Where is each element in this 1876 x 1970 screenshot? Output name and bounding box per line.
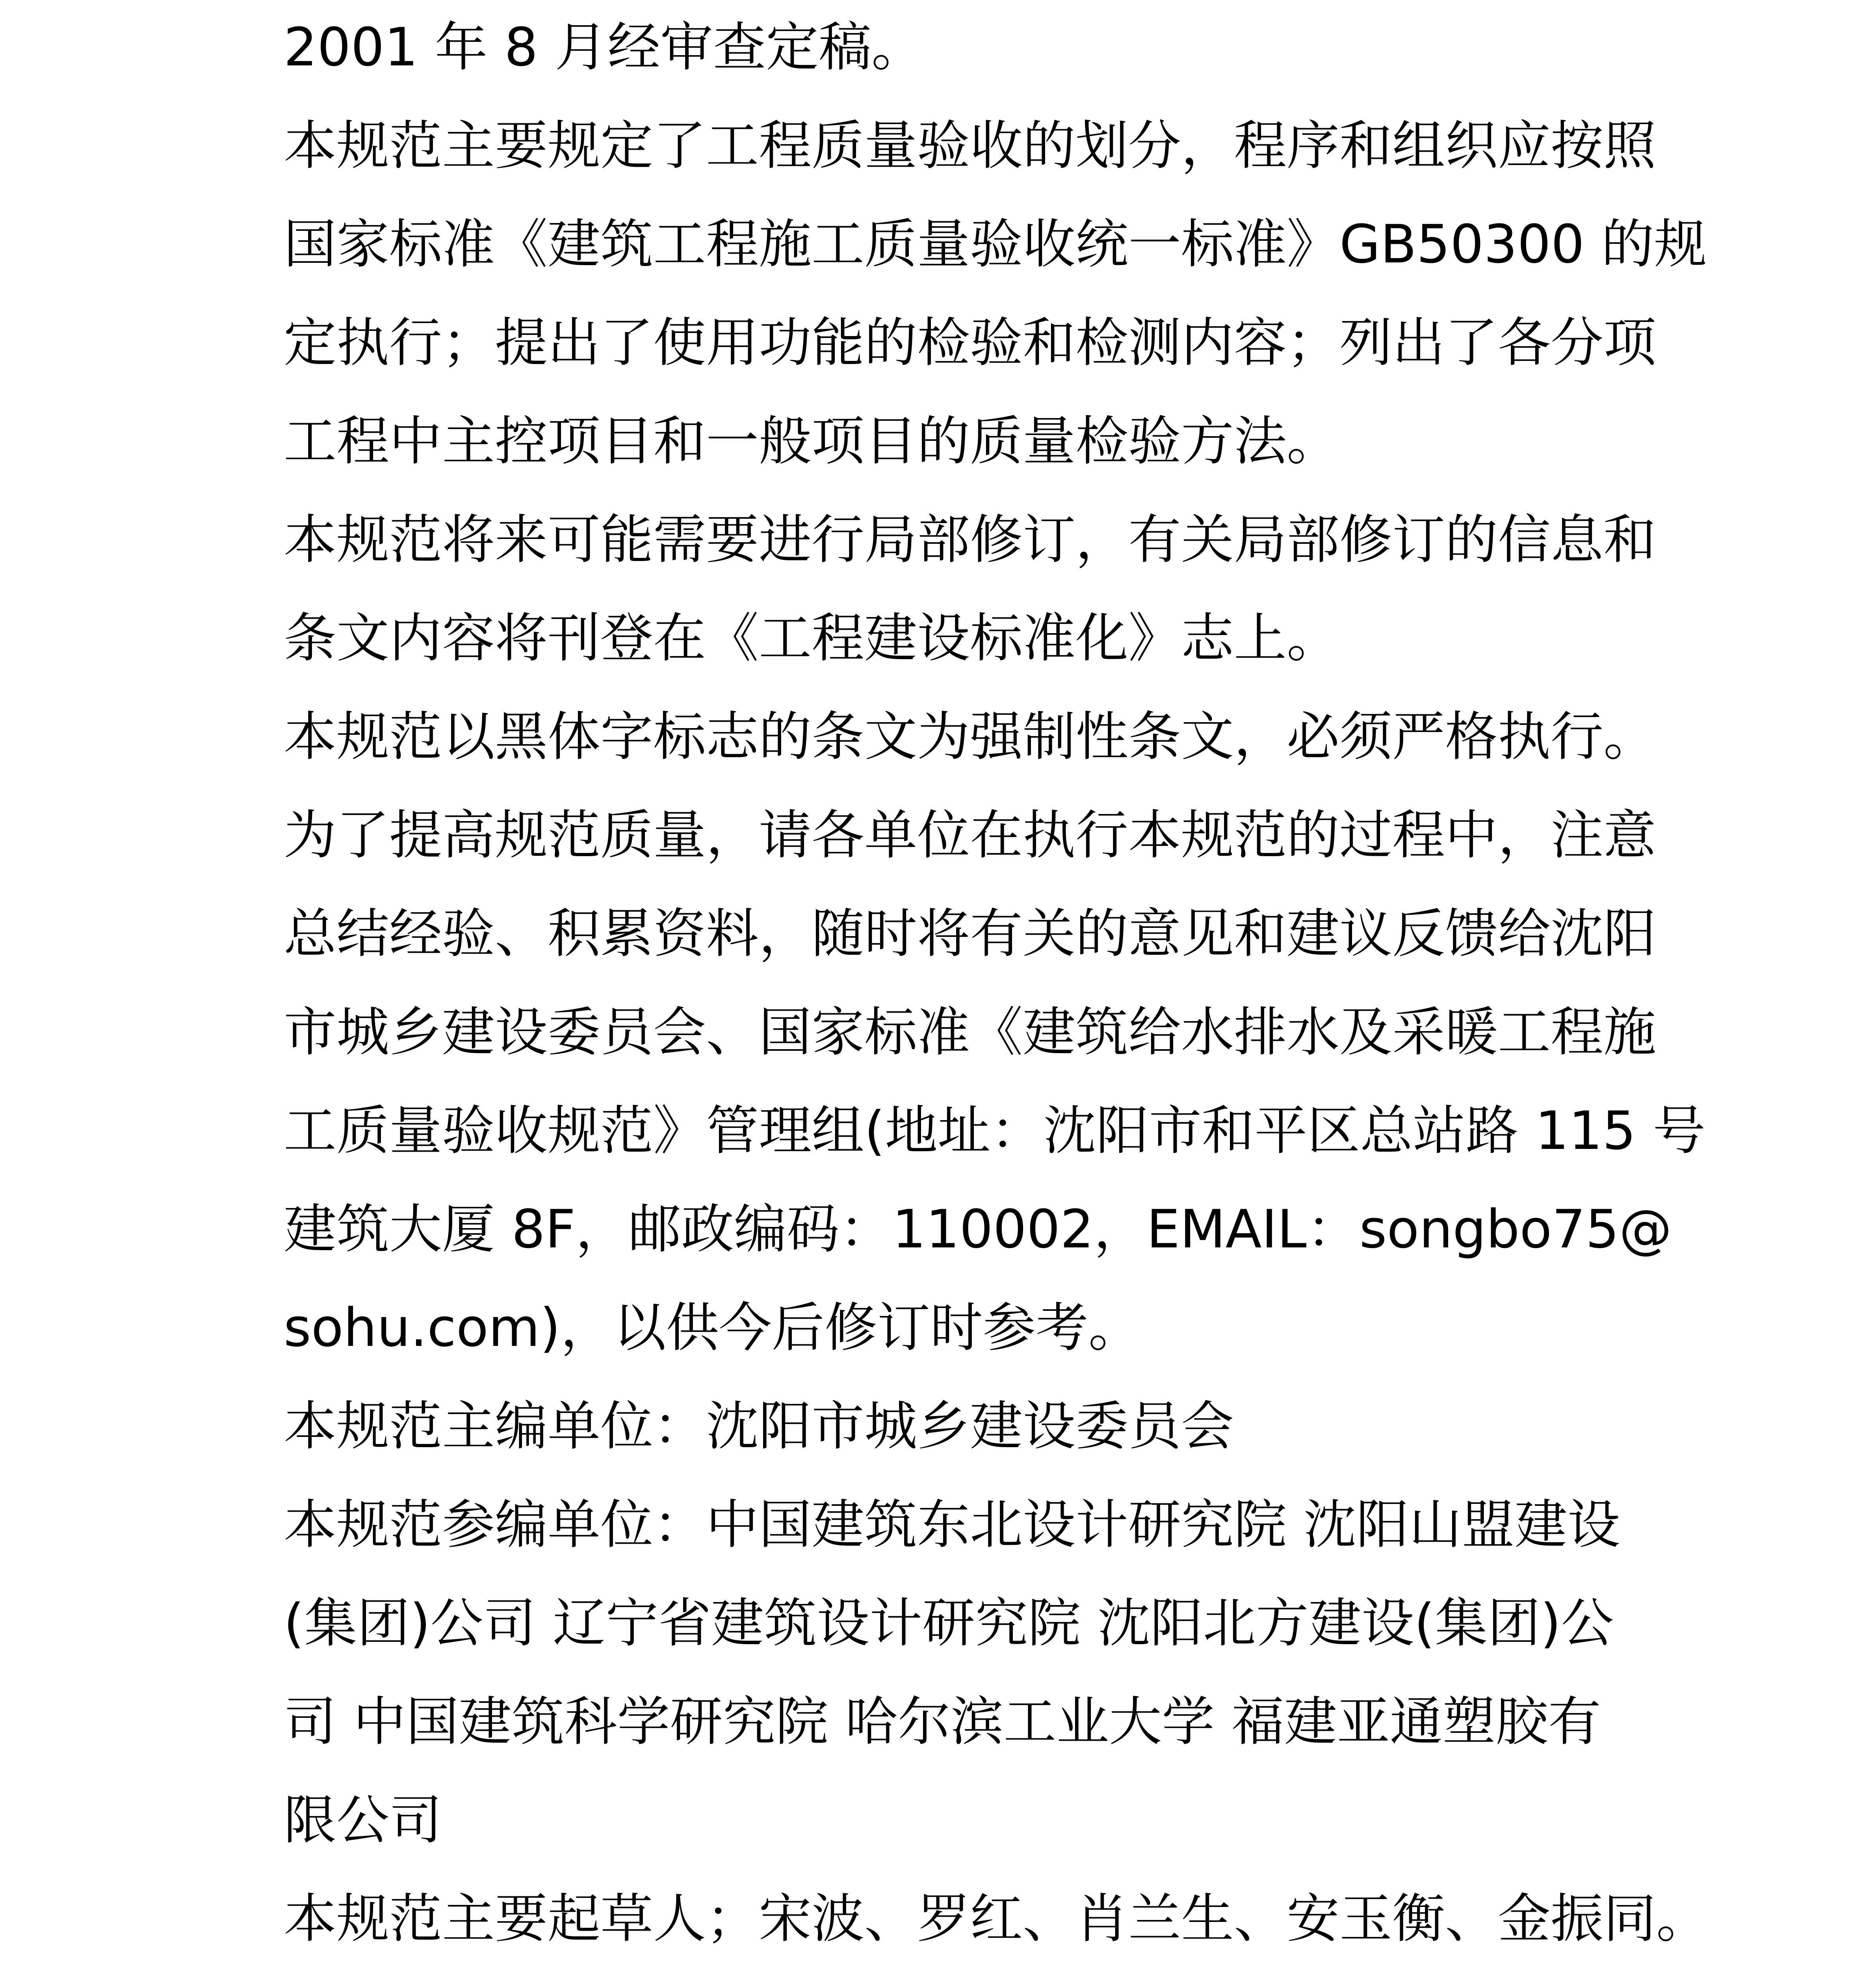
text-line: 条文内容将刊登在《工程建设标准化》志上。 [284, 608, 1340, 669]
text-line: (集团)公司 辽宁省建筑设计研究院 沈阳北方建设(集团)公 [284, 1593, 1614, 1654]
text-line: 本规范主编单位：沈阳市城乡建设委员会 [284, 1396, 1234, 1457]
text-line: 本规范主要规定了工程质量验收的划分，程序和组织应按照 [284, 115, 1657, 177]
text-line: 司 中国建筑科学研究院 哈尔滨工业大学 福建亚通塑胶有 [284, 1691, 1601, 1753]
text-line: 工质量验收规范》管理组(地址：沈阳市和平区总站路 115 号 [284, 1100, 1706, 1162]
text-line: 工程中主控项目和一般项目的质量检验方法。 [284, 411, 1340, 472]
text-line: 本规范以黑体字标志的条文为强制性条文，必须严格执行。 [284, 706, 1657, 768]
text-line: 2001 年 8 月经审查定稿。 [284, 17, 925, 78]
text-line: 本规范参编单位：中国建筑东北设计研究院 沈阳山盟建设 [284, 1494, 1620, 1556]
text-line: 市城乡建设委员会、国家标准《建筑给水排水及采暖工程施 [284, 1002, 1657, 1063]
text-line: 建筑大厦 8F，邮政编码：110002，EMAIL：songbo75@ [284, 1199, 1672, 1260]
text-line: 本规范将来可能需要进行局部修订，有关局部修订的信息和 [284, 509, 1657, 571]
text-line: 限公司 [284, 1790, 442, 1851]
text-line: 国家标准《建筑工程施工质量验收统一标准》GB50300 的规 [284, 214, 1707, 275]
text-line: 为了提高规范质量，请各单位在执行本规范的过程中，注意 [284, 805, 1657, 866]
text-line: 定执行；提出了使用功能的检验和检测内容；列出了各分项 [284, 312, 1657, 374]
text-line: sohu.com)，以供今后修订时参考。 [284, 1297, 1141, 1359]
text-line: 本规范主要起草人；宋波、罗红、肖兰生、安玉衡、金振同。 [284, 1888, 1709, 1950]
text-line: 总结经验、积累资料，随时将有关的意见和建议反馈给沈阳 [284, 903, 1657, 965]
